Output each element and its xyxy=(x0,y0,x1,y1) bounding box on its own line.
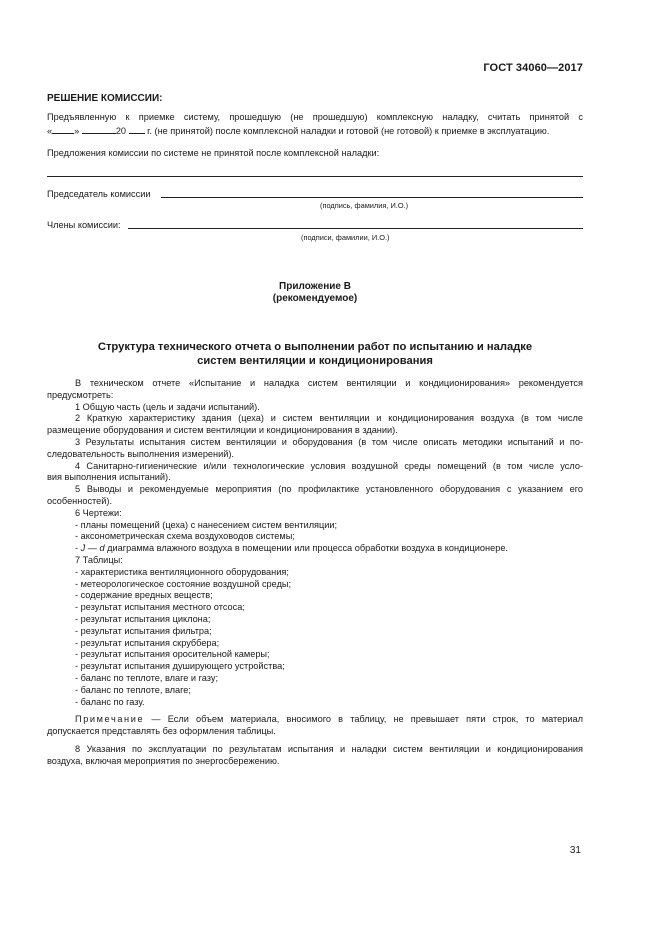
list-item: - баланс по теплоте, влаге и газу; xyxy=(75,672,219,683)
decision-line-2: « » 20 г. (не принятой) после комплексной наладки и готовой (не готовой) к приемке в эксплуатацию. xyxy=(47,126,550,136)
item-7: 7 Таблицы: xyxy=(75,554,123,565)
list-item: - характеристика вентиляционного оборудования; xyxy=(75,566,289,577)
list-item: - результат испытания циклона; xyxy=(75,613,211,624)
decision-line-1: Предъявленную к приемке систему, прошедшую (не прошедшую) комплексную наладку, считать принятой с xyxy=(47,112,583,122)
year-blank xyxy=(129,124,145,134)
item-8-line-2: воздуха, включая мероприятия по энергосбережению. xyxy=(47,755,280,766)
item-3-line-2: следовательность выполнения измерений). xyxy=(47,448,234,459)
item-4-line-2: вия выполнения испытаний). xyxy=(47,472,171,483)
page-number: 31 xyxy=(569,845,581,856)
list-item: - метеорологическое состояние воздушной среды; xyxy=(75,578,292,589)
chairman-signature-line xyxy=(161,197,583,198)
appendix-status: (рекомендуемое) xyxy=(272,293,358,304)
decision-heading: РЕШЕНИЕ КОМИССИИ: xyxy=(47,93,163,104)
list-item: - результат испытания оросительной камеры; xyxy=(75,649,270,660)
appendix-title-line-2: систем вентиляции и кондиционирования xyxy=(197,355,433,367)
chairman-label: Председатель комиссии xyxy=(47,189,151,199)
item-5-line-2: особенностей). xyxy=(47,495,112,506)
item-4-line-1: 4 Санитарно-гигиенические и/или технологические условия воздушной среды помещений (в том числе усло- xyxy=(75,460,583,471)
item-8-line-1: 8 Указания по эксплуатации по результатам испытания и наладки систем вентиляции и кондиционирования xyxy=(75,743,583,754)
list-item: - баланс по газу. xyxy=(75,696,145,707)
members-label: Члены комиссии: xyxy=(47,220,121,230)
item-2-line-2: размещение оборудования и систем вентиляции и кондиционирования в здании). xyxy=(47,425,398,436)
standard-designation: ГОСТ 34060—2017 xyxy=(483,62,583,74)
list-item: - J — d диаграмма влажного воздуха в помещении или процесса обработки воздуха в кондиционере. xyxy=(75,543,508,554)
chairman-caption: (подпись, фамилия, И.О.) xyxy=(320,201,409,210)
report-structure-body xyxy=(47,378,583,768)
appendix-title-line-1: Структура технического отчета о выполнении работ по испытанию и наладке xyxy=(97,341,533,353)
month-blank xyxy=(82,124,116,134)
jd-symbol: J — d xyxy=(80,543,105,554)
note-label: Примечание xyxy=(75,714,145,725)
appendix-label: Приложение В xyxy=(279,281,351,292)
list-item: - результат испытания скруббера; xyxy=(75,637,220,648)
list-item: - результат испытания душирующего устройства; xyxy=(75,661,285,672)
item-6: 6 Чертежи: xyxy=(75,507,122,518)
list-item: - результат испытания местного отсоса; xyxy=(75,602,245,613)
list-item: - результат испытания фильтра; xyxy=(75,625,212,636)
note-line-1: Примечание — Если объем материала, вносимого в таблицу, не превышает пяти строк, то материал xyxy=(75,714,583,725)
day-blank xyxy=(52,124,74,134)
intro-line-1: В техническом отчете «Испытание и наладка систем вентиляции и кондиционирования» рекомендуется xyxy=(75,378,583,388)
item-1: 1 Общую часть (цель и задачи испытаний). xyxy=(75,401,260,412)
list-item: - планы помещений (цеха) с нанесением систем вентиляции; xyxy=(75,519,338,530)
members-signature-line xyxy=(128,228,583,229)
list-item: - аксонометрическая схема воздуховодов системы; xyxy=(75,531,295,542)
item-3-line-1: 3 Результаты испытания систем вентиляции и оборудования (в том числе описать методики испытаний и по- xyxy=(75,436,583,447)
intro-line-2: предусмотреть: xyxy=(47,389,114,400)
item-5-line-1: 5 Выводы и рекомендуемые мероприятия (по профилактике установленного оборудования с указанием его xyxy=(75,484,583,495)
members-caption: (подписи, фамилии, И.О.) xyxy=(301,233,390,242)
note-line-2: допускается представлять без оформления таблицы. xyxy=(47,726,276,737)
list-item: - баланс по теплоте, влаге; xyxy=(75,684,191,695)
proposals-label: Предложения комиссии по системе не принятой после комплексной наладки: xyxy=(47,148,380,158)
list-item: - содержание вредных веществ; xyxy=(75,590,213,601)
item-2-line-1: 2 Краткую характеристику здания (цеха) и систем вентиляции и кондиционирования воздуха (в том числе xyxy=(75,413,583,424)
proposals-line xyxy=(47,176,583,177)
